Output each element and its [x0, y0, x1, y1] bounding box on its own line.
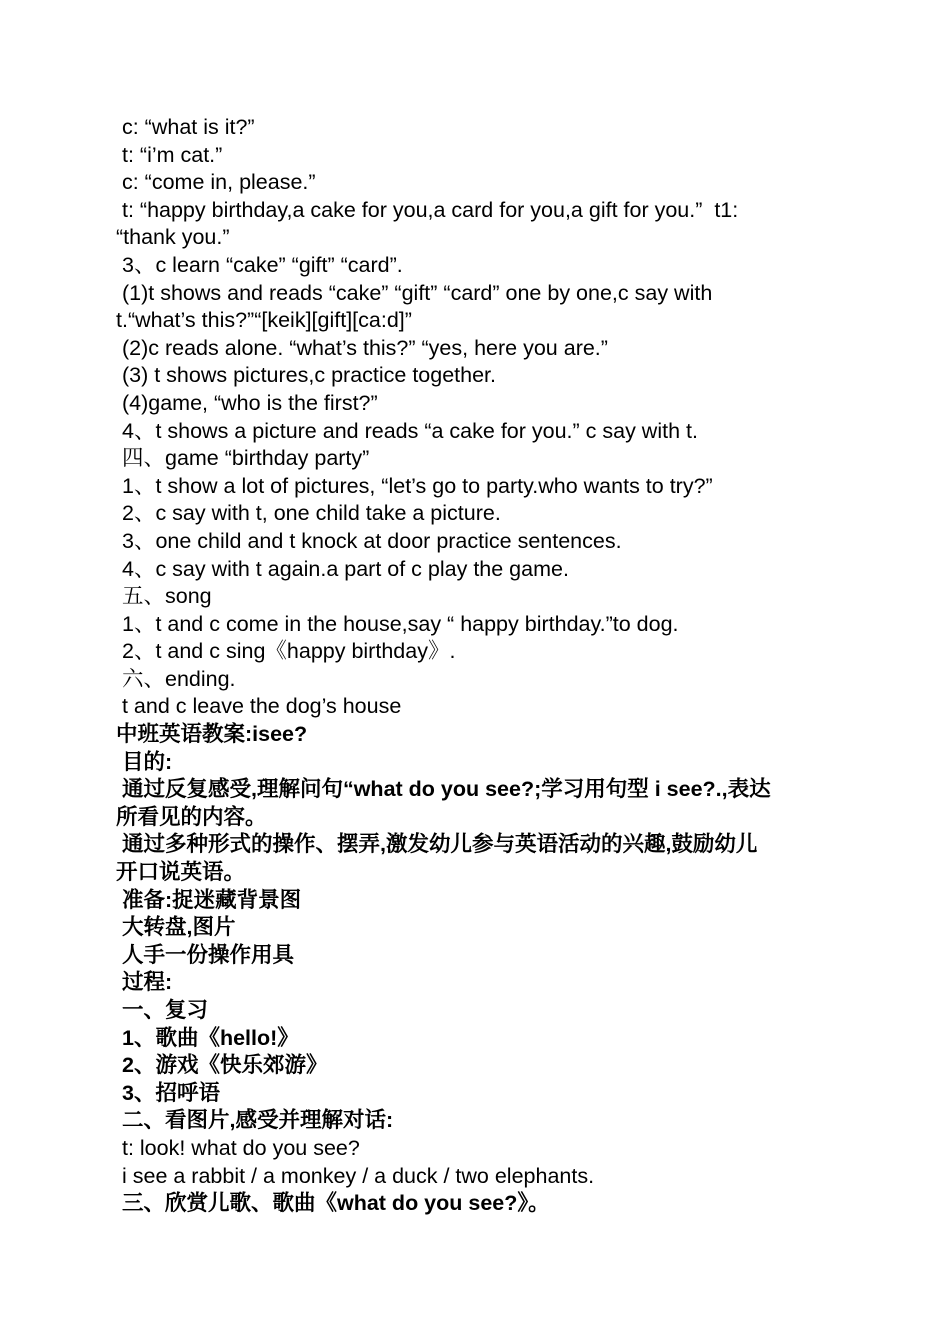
text-line: 3、c learn “cake” “gift” “card”.: [116, 252, 403, 277]
text-line: 开口说英语。: [116, 860, 246, 885]
text-line: 四、game “birthday party”: [116, 446, 370, 471]
text-line: 过程:: [116, 970, 173, 995]
text-line: “thank you.”: [116, 225, 230, 250]
text-line: (3) t shows pictures,c practice together.: [116, 363, 497, 388]
text-line: 所看见的内容。: [116, 804, 267, 829]
text-line: (4)game, “who is the first?”: [116, 390, 378, 415]
text-line: (2)c reads alone. “what’s this?” “yes, here you are.”: [116, 335, 608, 360]
text-line: 4、t shows a picture and reads “a cake for you.” c say with t.: [116, 418, 698, 443]
text-line: 通过反复感受,理解问句“what do you see?;学习用句型 i see?.,表达: [116, 777, 771, 802]
text-line: 人手一份操作用具: [116, 942, 294, 967]
text-line: t: “happy birthday,a cake for you,a card for you,a gift for you.” t1:: [116, 197, 739, 222]
text-line: 1、t show a lot of pictures, “let’s go to party.who wants to try?”: [116, 473, 713, 498]
text-line: 3、one child and t knock at door practice sentences.: [116, 528, 622, 553]
text-line: t: “i’m cat.”: [116, 142, 223, 167]
text-line: 目的:: [116, 749, 173, 774]
text-line: 一、复习: [116, 998, 208, 1022]
text-line: 大转盘,图片: [116, 915, 236, 940]
text-line: 1、t and c come in the house,say “ happy birthday.”to dog.: [116, 611, 679, 636]
text-line: c: “what is it?”: [116, 115, 255, 139]
text-line: 4、c say with t again.a part of c play the game.: [116, 556, 569, 581]
text-line: i see a rabbit / a monkey / a duck / two elephants.: [116, 1163, 595, 1188]
text-line: 2、游戏《快乐郊游》: [116, 1053, 328, 1078]
text-line: 通过多种形式的操作、摆弄,激发幼儿参与英语活动的兴趣,鼓励幼儿: [116, 832, 758, 857]
text-line: t and c leave the dog’s house: [116, 694, 402, 719]
text-line: (1)t shows and reads “cake” “gift” “card” one by one,c say with: [116, 280, 713, 305]
text-line: 3、招呼语: [116, 1080, 220, 1105]
text-line: t: look! what do you see?: [116, 1135, 360, 1160]
text-line: 二、看图片,感受并理解对话:: [116, 1108, 394, 1133]
text-line: t.“what’s this?”“[keik][gift][ca:d]”: [116, 308, 412, 333]
text-line: 2、t and c sing《happy birthday》.: [116, 639, 456, 664]
text-line: 六、ending.: [116, 666, 236, 691]
text-line: 三、欣赏儿歌、歌曲《what do you see?》。: [116, 1191, 550, 1216]
text-line: 准备:捉迷藏背景图: [116, 887, 302, 912]
section-heading: 中班英语教案:isee?: [116, 722, 308, 747]
document-body: [116, 114, 836, 1218]
text-line: 五、song: [116, 584, 212, 609]
text-line: c: “come in, please.”: [116, 170, 316, 195]
text-line: 2、c say with t, one child take a picture.: [116, 501, 501, 526]
text-line: 1、歌曲《hello!》: [116, 1025, 299, 1050]
